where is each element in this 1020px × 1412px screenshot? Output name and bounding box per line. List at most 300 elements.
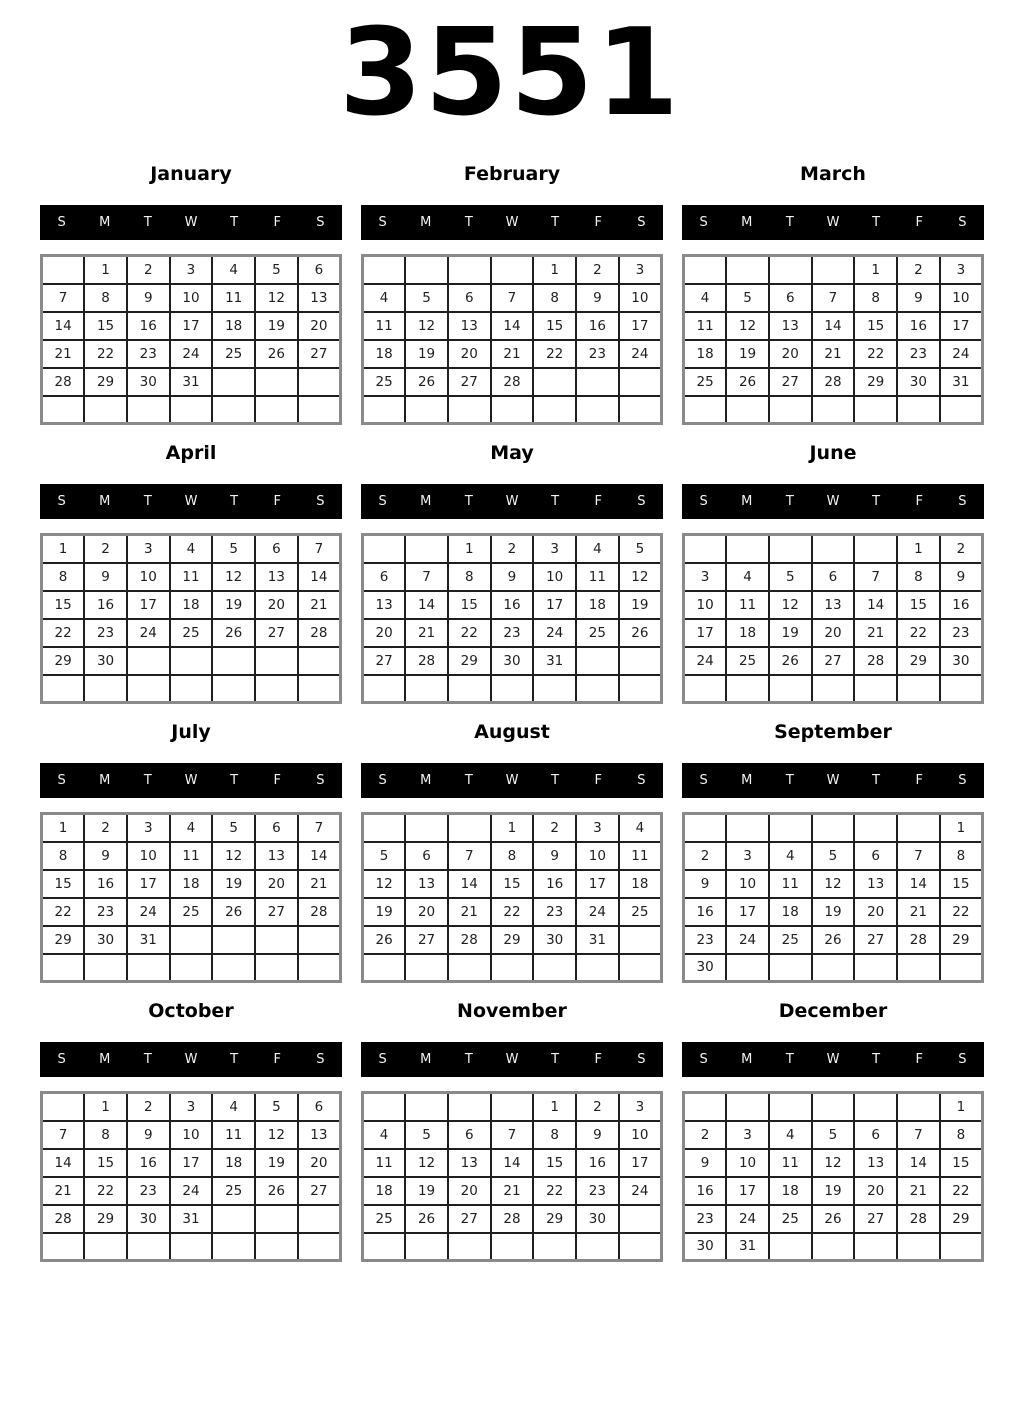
day-cell	[448, 1093, 491, 1121]
weekday-header	[361, 763, 663, 798]
day-cell: 2	[576, 256, 619, 284]
day-cell: 26	[363, 926, 406, 954]
day-cell: 11	[769, 870, 812, 898]
weekday-label: T	[872, 215, 881, 230]
weekday-header	[682, 1042, 984, 1077]
weekday-label: W	[184, 494, 198, 509]
day-cell	[854, 1233, 897, 1261]
calendar-table	[40, 533, 342, 704]
calendar-table	[40, 254, 342, 425]
day-cell: 26	[212, 898, 255, 926]
day-cell: 5	[812, 1121, 855, 1149]
day-cell: 22	[940, 898, 983, 926]
calendar-table	[682, 812, 984, 983]
month-title: June	[809, 442, 857, 464]
day-cell	[363, 675, 406, 703]
day-cell	[576, 675, 619, 703]
day-cell: 12	[212, 563, 255, 591]
weekday-label: T	[551, 215, 560, 230]
day-cell: 14	[298, 563, 341, 591]
weekday-label: T	[464, 773, 473, 788]
day-cell: 19	[619, 591, 662, 619]
day-cell	[769, 675, 812, 703]
day-cell: 9	[84, 842, 127, 870]
day-cell	[170, 954, 213, 982]
week-row	[363, 284, 662, 312]
week-row	[363, 675, 662, 703]
day-cell: 6	[298, 1093, 341, 1121]
week-row	[42, 368, 341, 396]
week-row	[684, 898, 983, 926]
day-cell: 23	[940, 619, 983, 647]
day-cell: 3	[619, 256, 662, 284]
day-cell	[769, 256, 812, 284]
day-cell: 10	[170, 284, 213, 312]
day-cell: 11	[363, 312, 406, 340]
week-row	[363, 591, 662, 619]
week-row	[42, 926, 341, 954]
day-cell: 20	[255, 591, 298, 619]
day-cell: 14	[448, 870, 491, 898]
day-cell	[170, 675, 213, 703]
day-cell: 23	[576, 340, 619, 368]
day-cell: 11	[170, 842, 213, 870]
weekday-label: T	[143, 1052, 152, 1067]
day-cell: 11	[769, 1149, 812, 1177]
week-row	[363, 312, 662, 340]
day-cell: 20	[255, 870, 298, 898]
day-cell: 7	[897, 1121, 940, 1149]
day-cell	[812, 256, 855, 284]
day-cell	[576, 954, 619, 982]
week-row	[363, 898, 662, 926]
day-cell	[127, 396, 170, 424]
day-cell	[255, 368, 298, 396]
day-cell: 24	[170, 340, 213, 368]
weekday-label: S	[316, 494, 325, 509]
week-row	[684, 954, 983, 982]
week-row	[42, 1093, 341, 1121]
day-cell: 13	[255, 842, 298, 870]
day-cell	[769, 1233, 812, 1261]
day-cell	[769, 1093, 812, 1121]
day-cell: 4	[170, 814, 213, 842]
week-row	[42, 535, 341, 563]
day-cell	[42, 256, 85, 284]
day-cell: 31	[127, 926, 170, 954]
day-cell: 12	[619, 563, 662, 591]
weekday-label: T	[551, 1052, 560, 1067]
day-cell	[769, 954, 812, 982]
weekday-header	[682, 763, 984, 798]
day-cell	[897, 1233, 940, 1261]
week-row	[684, 926, 983, 954]
day-cell: 15	[940, 1149, 983, 1177]
day-cell: 17	[726, 898, 769, 926]
day-cell	[298, 1205, 341, 1233]
day-cell	[619, 1205, 662, 1233]
day-cell	[576, 396, 619, 424]
day-cell	[42, 1233, 85, 1261]
weekday-label: T	[230, 494, 239, 509]
day-cell	[298, 1233, 341, 1261]
day-cell	[940, 1233, 983, 1261]
day-cell: 24	[726, 1205, 769, 1233]
day-cell: 3	[127, 535, 170, 563]
day-cell: 23	[684, 926, 727, 954]
day-cell: 23	[491, 619, 534, 647]
day-cell: 27	[448, 1205, 491, 1233]
weekday-label: S	[958, 1052, 967, 1067]
weekday-label: M	[420, 215, 432, 230]
day-cell	[812, 814, 855, 842]
day-cell	[448, 675, 491, 703]
day-cell: 1	[84, 1093, 127, 1121]
day-cell	[298, 396, 341, 424]
day-cell: 5	[619, 535, 662, 563]
day-cell	[533, 954, 576, 982]
day-cell: 7	[491, 1121, 534, 1149]
day-cell	[298, 954, 341, 982]
day-cell: 18	[212, 312, 255, 340]
week-row	[42, 647, 341, 675]
day-cell: 10	[940, 284, 983, 312]
week-row	[42, 591, 341, 619]
week-row	[684, 675, 983, 703]
day-cell: 13	[255, 563, 298, 591]
week-row	[363, 368, 662, 396]
day-cell: 26	[812, 926, 855, 954]
weekday-label: W	[826, 1052, 840, 1067]
day-cell	[619, 647, 662, 675]
day-cell	[212, 396, 255, 424]
day-cell: 28	[491, 1205, 534, 1233]
day-cell: 17	[127, 870, 170, 898]
weekday-label: W	[184, 215, 198, 230]
day-cell: 16	[84, 591, 127, 619]
week-row	[684, 312, 983, 340]
day-cell: 14	[897, 1149, 940, 1177]
weekday-label: T	[872, 1052, 881, 1067]
weekday-label: F	[915, 773, 924, 788]
day-cell: 5	[363, 842, 406, 870]
day-cell: 13	[363, 591, 406, 619]
weekday-label: F	[273, 773, 282, 788]
day-cell: 12	[255, 1121, 298, 1149]
day-cell: 25	[769, 926, 812, 954]
day-cell: 9	[684, 870, 727, 898]
day-cell: 18	[363, 340, 406, 368]
weekday-label: T	[230, 773, 239, 788]
day-cell	[769, 396, 812, 424]
weekday-label: S	[699, 494, 708, 509]
week-row	[363, 1233, 662, 1261]
day-cell: 16	[533, 870, 576, 898]
day-cell: 27	[255, 619, 298, 647]
week-row	[363, 926, 662, 954]
month-title: March	[800, 163, 866, 185]
day-cell: 17	[576, 870, 619, 898]
day-cell: 31	[576, 926, 619, 954]
day-cell: 16	[684, 1177, 727, 1205]
day-cell: 1	[533, 1093, 576, 1121]
day-cell	[726, 396, 769, 424]
day-cell: 18	[619, 870, 662, 898]
day-cell: 29	[42, 926, 85, 954]
day-cell	[255, 647, 298, 675]
day-cell: 6	[405, 842, 448, 870]
day-cell: 9	[576, 284, 619, 312]
day-cell: 11	[212, 1121, 255, 1149]
day-cell: 19	[726, 340, 769, 368]
weekday-label: F	[594, 215, 603, 230]
month-block	[40, 721, 342, 1000]
weekday-header	[682, 484, 984, 519]
week-row	[363, 1093, 662, 1121]
day-cell: 29	[897, 647, 940, 675]
day-cell: 18	[576, 591, 619, 619]
day-cell: 30	[491, 647, 534, 675]
day-cell: 10	[576, 842, 619, 870]
day-cell: 3	[684, 563, 727, 591]
day-cell	[684, 1093, 727, 1121]
day-cell: 24	[726, 926, 769, 954]
week-row	[42, 675, 341, 703]
weekday-label: T	[464, 494, 473, 509]
weekday-label: F	[594, 1052, 603, 1067]
weekday-label: S	[699, 1052, 708, 1067]
day-cell: 12	[405, 312, 448, 340]
weekday-label: M	[99, 494, 111, 509]
day-cell: 22	[897, 619, 940, 647]
day-cell: 4	[769, 842, 812, 870]
day-cell	[726, 256, 769, 284]
day-cell: 30	[533, 926, 576, 954]
day-cell: 8	[940, 842, 983, 870]
day-cell: 14	[42, 1149, 85, 1177]
weekday-label: M	[741, 773, 753, 788]
day-cell: 3	[576, 814, 619, 842]
day-cell	[533, 675, 576, 703]
month-block	[361, 163, 663, 442]
day-cell	[212, 1205, 255, 1233]
weekday-label: W	[184, 1052, 198, 1067]
weekday-label: S	[958, 773, 967, 788]
day-cell: 25	[619, 898, 662, 926]
day-cell	[84, 954, 127, 982]
day-cell	[812, 675, 855, 703]
day-cell	[684, 675, 727, 703]
day-cell: 4	[619, 814, 662, 842]
weekday-label: W	[826, 494, 840, 509]
day-cell: 24	[619, 340, 662, 368]
day-cell: 27	[448, 368, 491, 396]
day-cell: 27	[812, 647, 855, 675]
day-cell: 13	[298, 284, 341, 312]
calendar-table	[682, 1091, 984, 1262]
day-cell	[127, 954, 170, 982]
calendar-table	[682, 533, 984, 704]
day-cell: 27	[298, 1177, 341, 1205]
day-cell: 20	[298, 1149, 341, 1177]
day-cell: 22	[84, 340, 127, 368]
day-cell	[533, 368, 576, 396]
day-cell: 22	[940, 1177, 983, 1205]
month-block	[361, 442, 663, 721]
week-row	[42, 870, 341, 898]
day-cell	[42, 675, 85, 703]
day-cell: 26	[619, 619, 662, 647]
day-cell	[491, 954, 534, 982]
weekday-header	[40, 205, 342, 240]
day-cell	[170, 926, 213, 954]
calendar-grid	[0, 163, 1020, 1279]
month-title: December	[778, 1000, 888, 1022]
day-cell: 21	[42, 1177, 85, 1205]
weekday-label: T	[785, 773, 794, 788]
day-cell: 28	[448, 926, 491, 954]
day-cell: 20	[298, 312, 341, 340]
weekday-label: T	[872, 773, 881, 788]
day-cell	[448, 396, 491, 424]
day-cell: 20	[448, 1177, 491, 1205]
day-cell: 15	[42, 591, 85, 619]
day-cell	[298, 647, 341, 675]
month-block	[682, 163, 984, 442]
day-cell: 20	[363, 619, 406, 647]
weekday-label: F	[594, 494, 603, 509]
day-cell: 2	[127, 1093, 170, 1121]
day-cell	[812, 1093, 855, 1121]
day-cell: 7	[298, 814, 341, 842]
day-cell: 1	[448, 535, 491, 563]
day-cell: 6	[854, 1121, 897, 1149]
day-cell	[897, 396, 940, 424]
day-cell: 4	[726, 563, 769, 591]
day-cell: 22	[42, 619, 85, 647]
day-cell: 13	[448, 312, 491, 340]
day-cell	[491, 675, 534, 703]
day-cell: 23	[684, 1205, 727, 1233]
day-cell: 26	[212, 619, 255, 647]
day-cell: 14	[812, 312, 855, 340]
day-cell	[491, 396, 534, 424]
week-row	[363, 1121, 662, 1149]
day-cell	[491, 256, 534, 284]
day-cell: 23	[84, 898, 127, 926]
day-cell: 18	[726, 619, 769, 647]
day-cell: 16	[576, 312, 619, 340]
day-cell: 3	[127, 814, 170, 842]
day-cell: 15	[533, 1149, 576, 1177]
day-cell: 30	[84, 647, 127, 675]
day-cell: 5	[405, 284, 448, 312]
day-cell: 19	[405, 340, 448, 368]
day-cell: 20	[854, 898, 897, 926]
day-cell	[84, 675, 127, 703]
day-cell	[42, 1093, 85, 1121]
week-row	[363, 256, 662, 284]
month-title: August	[474, 721, 550, 743]
week-row	[684, 1177, 983, 1205]
day-cell: 2	[897, 256, 940, 284]
calendar-table	[40, 812, 342, 983]
week-row	[42, 619, 341, 647]
day-cell: 8	[533, 1121, 576, 1149]
day-cell: 10	[726, 1149, 769, 1177]
day-cell: 24	[170, 1177, 213, 1205]
month-title: April	[165, 442, 217, 464]
day-cell	[897, 1093, 940, 1121]
day-cell	[940, 675, 983, 703]
weekday-label: S	[57, 1052, 66, 1067]
day-cell: 10	[127, 563, 170, 591]
day-cell	[726, 535, 769, 563]
day-cell: 21	[897, 898, 940, 926]
day-cell: 10	[619, 284, 662, 312]
day-cell: 12	[255, 284, 298, 312]
weekday-label: M	[99, 1052, 111, 1067]
day-cell: 16	[897, 312, 940, 340]
day-cell	[491, 1233, 534, 1261]
day-cell	[854, 814, 897, 842]
calendar-table	[361, 812, 663, 983]
day-cell: 16	[684, 898, 727, 926]
day-cell: 28	[42, 1205, 85, 1233]
day-cell	[619, 675, 662, 703]
day-cell: 5	[255, 256, 298, 284]
day-cell: 26	[812, 1205, 855, 1233]
day-cell: 11	[363, 1149, 406, 1177]
weekday-label: M	[420, 494, 432, 509]
weekday-label: S	[57, 215, 66, 230]
week-row	[363, 842, 662, 870]
day-cell: 2	[533, 814, 576, 842]
day-cell: 17	[940, 312, 983, 340]
day-cell: 3	[533, 535, 576, 563]
day-cell	[42, 954, 85, 982]
week-row	[42, 340, 341, 368]
weekday-label: M	[420, 1052, 432, 1067]
day-cell: 2	[491, 535, 534, 563]
day-cell: 18	[170, 591, 213, 619]
day-cell: 16	[491, 591, 534, 619]
day-cell	[854, 535, 897, 563]
weekday-label: T	[143, 773, 152, 788]
month-block	[40, 1000, 342, 1279]
day-cell: 23	[84, 619, 127, 647]
weekday-label: F	[915, 215, 924, 230]
day-cell: 2	[684, 1121, 727, 1149]
day-cell: 30	[684, 954, 727, 982]
day-cell: 29	[940, 1205, 983, 1233]
day-cell: 14	[42, 312, 85, 340]
day-cell: 8	[854, 284, 897, 312]
weekday-header	[682, 205, 984, 240]
day-cell: 2	[576, 1093, 619, 1121]
day-cell	[897, 675, 940, 703]
calendar-table	[361, 533, 663, 704]
day-cell	[127, 1233, 170, 1261]
day-cell	[212, 675, 255, 703]
day-cell: 16	[576, 1149, 619, 1177]
day-cell: 7	[491, 284, 534, 312]
week-row	[42, 563, 341, 591]
day-cell	[533, 1233, 576, 1261]
day-cell: 2	[84, 814, 127, 842]
weekday-label: F	[915, 494, 924, 509]
day-cell: 2	[84, 535, 127, 563]
